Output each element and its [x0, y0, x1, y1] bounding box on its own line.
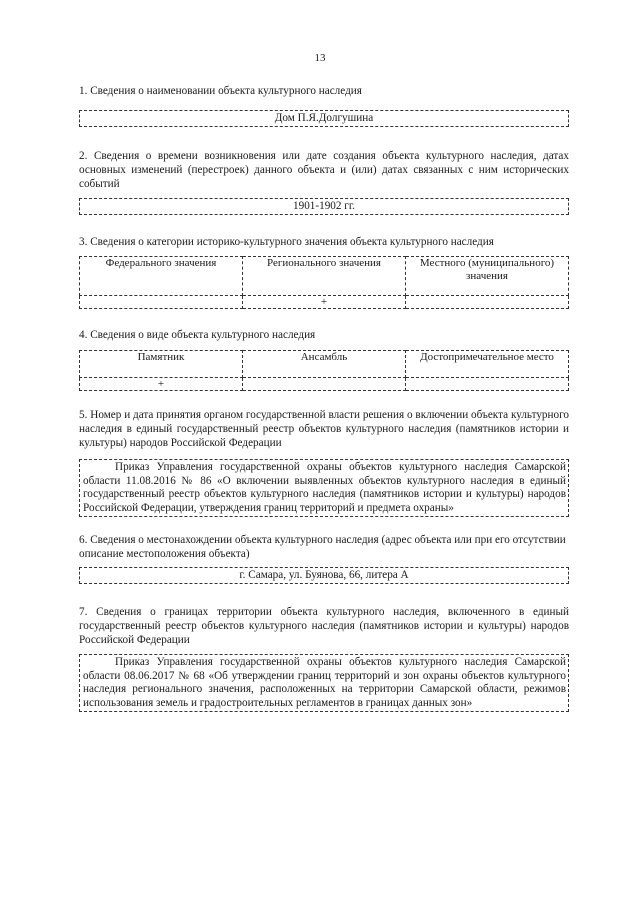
mark-landmark [406, 378, 569, 391]
section-2-heading: 2. Сведения о времени возникновения или дате создания объекта культурного наследия, датах основных изменений (перестроек) данного объекта и (или) датах связанных с ним исторических событий [79, 150, 569, 190]
object-type-table [79, 350, 569, 391]
section-1-heading: 1. Сведения о наименовании объекта культурного наследия [79, 85, 362, 97]
mark-local [406, 296, 569, 309]
mark-monument: + [80, 378, 243, 391]
location-field: г. Самара, ул. Буянова, 66, литера А [79, 567, 569, 584]
creation-date-field: 1901-1902 гг. [79, 198, 569, 215]
mark-regional: + [243, 296, 406, 309]
column-local: Местного (муниципального) значения [406, 257, 569, 296]
section-4-heading: 4. Сведения о виде объекта культурного наследия [79, 329, 316, 341]
page-number: 13 [314, 52, 326, 64]
territory-boundaries-text: Приказ Управления государственной охраны объектов культурного наследия Самарской области 08.06.2017 № 68 «Об утверждении границ территорий и зон охраны объектов культурного наследия регионального значения, расположенных на территории Самарской области, режимов использования земель и градостроительных регламентов в границах данных зон» [83, 656, 566, 709]
object-name-field: Дом П.Я.Долгушина [79, 110, 569, 127]
section-5-heading: 5. Номер и дата принятия органом государственной власти решения о включении объекта культурного наследия в единый государственный реестр объектов культурного наследия (памятников истории и культуры) народов Российской Федерации [79, 409, 569, 449]
column-landmark: Достопримечательное место [406, 351, 569, 378]
registry-decision-field [79, 459, 569, 517]
section-6-heading: 6. Сведения о местонахождении объекта культурного наследия (адрес объекта или при его отсутствии описание местоположения объекта) [79, 534, 566, 560]
column-ensemble: Ансамбль [243, 351, 406, 378]
column-monument: Памятник [80, 351, 243, 378]
section-3-heading: 3. Сведения о категории историко-культурного значения объекта культурного наследия [79, 236, 494, 248]
registry-decision-text: Приказ Управления государственной охраны объектов культурного наследия Самарской области 11.08.2016 № 86 «О включении выявленных объектов культурного наследия в единый государственный реестр объектов культурного наследия (памятников истории и культуры) народов Российской Федерации, утверждения границ территорий и предмета охраны» [83, 461, 566, 514]
column-regional: Регионального значения [243, 257, 406, 296]
column-federal: Федерального значения [80, 257, 243, 296]
section-7-heading: 7. Сведения о границах территории объекта культурного наследия, включенного в единый государственный реестр объектов культурного наследия (памятников истории и культуры) народов Российской Федерации [79, 606, 569, 646]
significance-category-table [79, 256, 569, 309]
mark-federal [80, 296, 243, 309]
mark-ensemble [243, 378, 406, 391]
territory-boundaries-field [79, 654, 569, 712]
